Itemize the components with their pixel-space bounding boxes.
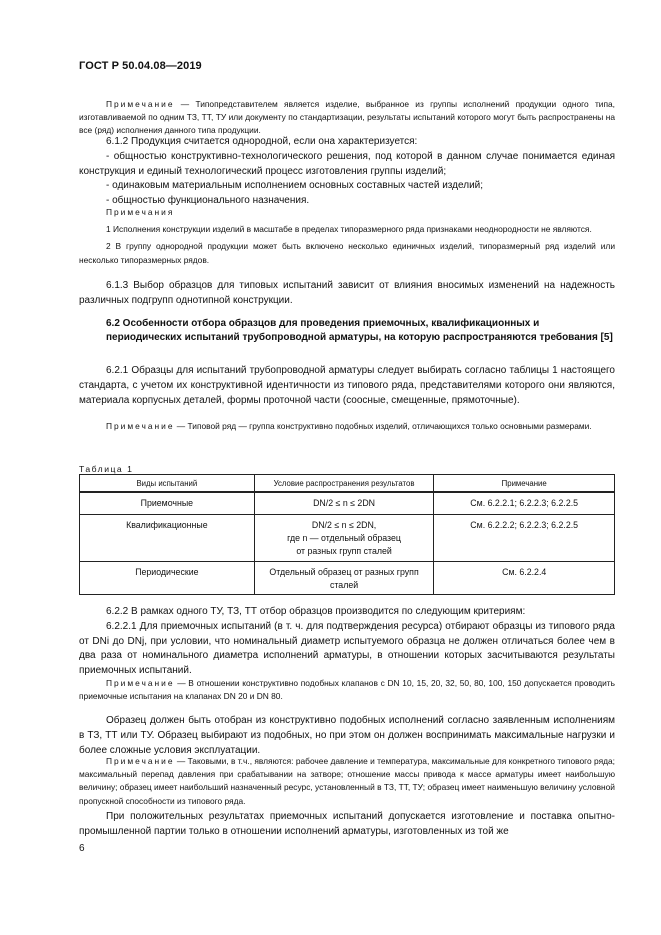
table-cell: Периодические — [80, 562, 255, 595]
table-caption: Таблица 1 — [79, 464, 134, 474]
table-row — [80, 515, 615, 562]
table-cell: См. 6.2.2.1; 6.2.2.3; 6.2.2.5 — [434, 492, 615, 515]
note-label: Примечание — [106, 756, 175, 766]
bullet-item: - одинаковым материальным исполнением основных составных частей изделий; — [106, 180, 484, 192]
notes-label: Примечания — [106, 207, 175, 217]
paragraph: 6.2.2.1 Для приемочных испытаний (в т. ч. для подтверждения ресурса) отбирают образцы из типового ряда от DNi до DNj, при условии, что номинальный диаметр испытуемого образца не должен отличаться более чем в два раза от номинального диаметра исполнений арматуры, в отношении которых засчитываются результаты приемочных испытаний. — [79, 620, 615, 677]
table-cell: Квалификационные — [80, 515, 255, 562]
table-cell: См. 6.2.2.4 — [434, 562, 615, 595]
note-label: Примечание — [106, 421, 175, 431]
test-types-table — [79, 474, 615, 595]
paragraph: 6.2.1 Образцы для испытаний трубопроводной арматуры следует выбирать согласно таблицы 1 настоящего стандарта, с учетом их конструктивной идентичности из типового ряда, представителями которого они являются, материала корпусных деталей, формы проточной части (соосные, смещенные, прямоточные). — [79, 365, 615, 406]
table-header-row — [80, 475, 615, 493]
header-cell: Условие распространения результатов — [254, 475, 434, 493]
paragraph: При положительных результатах приемочных испытаний допускается изготовление и поставка опытно-промышленной партии только в отношении исполнений арматуры, изготовленных из той же — [79, 811, 615, 837]
note-conditions — [79, 755, 615, 808]
header-cell: Виды испытаний — [80, 475, 255, 493]
note-item: 1 Исполнения конструкции изделий в масштабе в пределах типоразмерного ряда признаками неоднородности не являются. — [106, 224, 592, 235]
table-row — [80, 492, 615, 515]
section-6-2-1 — [79, 364, 615, 408]
section-heading: 6.2 Особенности отбора образцов для проведения приемочных, квалификационных и периодических испытаний трубопроводной арматуры, на которую распространяются требования [5] — [106, 318, 613, 343]
page-number: 6 — [79, 843, 85, 854]
note-text: — Типопредставителем является изделие, выбранное из группы исполнений продукции одного типа, изготавливаемой по одним ТЗ, ТТ, ТУ или документу по стандартизации, результаты испытаний которого могут быть распространены на все (ряд) исполнения данного типа продукции. — [79, 99, 615, 136]
table-cell: DN/2 ≤ n ≤ 2DN — [254, 492, 434, 515]
table-cell: Отдельный образец от разных групп сталей — [254, 562, 434, 595]
note-label: Примечание — [106, 99, 175, 109]
cell-line: DN/2 ≤ n ≤ 2DN, — [311, 520, 377, 530]
cell-line: от разных групп сталей — [296, 546, 392, 556]
header-cell: Примечание — [434, 475, 615, 493]
paragraph: 6.2.2 В рамках одного ТУ, ТЗ, ТТ отбор образцов производится по следующим критериям: — [106, 606, 526, 617]
table-row — [80, 562, 615, 595]
note-typical-representative — [79, 98, 615, 138]
note-text: — В отношении конструктивно подобных клапанов с DN 10, 15, 20, 32, 50, 80, 100, 150 допускается проводить приемочные испытания на клапанах DN 20 и DN 80. — [79, 678, 615, 702]
sample-selection-paragraph — [79, 714, 615, 758]
paragraph: 6.1.2 Продукция считается однородной, если она характеризуется: — [106, 136, 418, 147]
standard-header: ГОСТ Р 50.04.08—2019 — [79, 60, 202, 72]
section-heading-6-2 — [79, 317, 615, 344]
note-text: — Типовой ряд — группа конструктивно подобных изделий, отличающихся только основными размерами. — [174, 421, 592, 431]
paragraph: 6.1.3 Выбор образцов для типовых испытаний зависит от влияния вносимых изменений на надежность различных подгрупп однотипной конструкции. — [79, 280, 615, 306]
section-6-1-2 — [79, 135, 615, 209]
notes-block — [79, 206, 615, 267]
paragraph: Образец должен быть отобран из конструктивно подобных исполнений согласно заявленным исполнениям в ТЗ, ТТ или ТУ. Образец выбирают из подобных, но при этом он должен воспринимать максимальные нагрузки и более сложные условия эксплуатации. — [79, 715, 615, 756]
note-typical-row — [79, 420, 615, 433]
table-cell: См. 6.2.2.2; 6.2.2.3; 6.2.2.5 — [434, 515, 615, 562]
note-label: Примечание — [106, 678, 175, 688]
table-cell — [254, 515, 434, 562]
cell-line: где n — отдельный образец — [287, 533, 401, 543]
note-valves — [79, 677, 615, 703]
note-text: — Таковыми, в т.ч., являются: рабочее давление и температура, максимальные для конкретного типового ряда; максимальный перепад давления при срабатывании на затворе; отношение массы привода к массе арматуры имеет наибольшую величину; образец имеет наибольший назначенный ресурс, установленный в ТЗ, ТТ, ТУ; образец имеет наименьшую величину условной пропускной способности из типового ряда. — [79, 756, 615, 806]
note-item: 2 В группу однородной продукции может быть включено несколько единичных изделий, типоразмерный ряд изделий или несколько типоразмерных рядов. — [79, 241, 615, 265]
table-cell: Приемочные — [80, 492, 255, 515]
final-paragraph — [79, 810, 615, 840]
section-6-2-2 — [79, 605, 615, 679]
section-6-1-3 — [79, 279, 615, 309]
bullet-item: - общностью конструктивно-технологического решения, под которой в данном случае понимается единая конструкция и единый технологический процесс изготовления группы изделий; — [79, 150, 615, 177]
bullet-item: - общностью функционального назначения. — [106, 195, 310, 207]
